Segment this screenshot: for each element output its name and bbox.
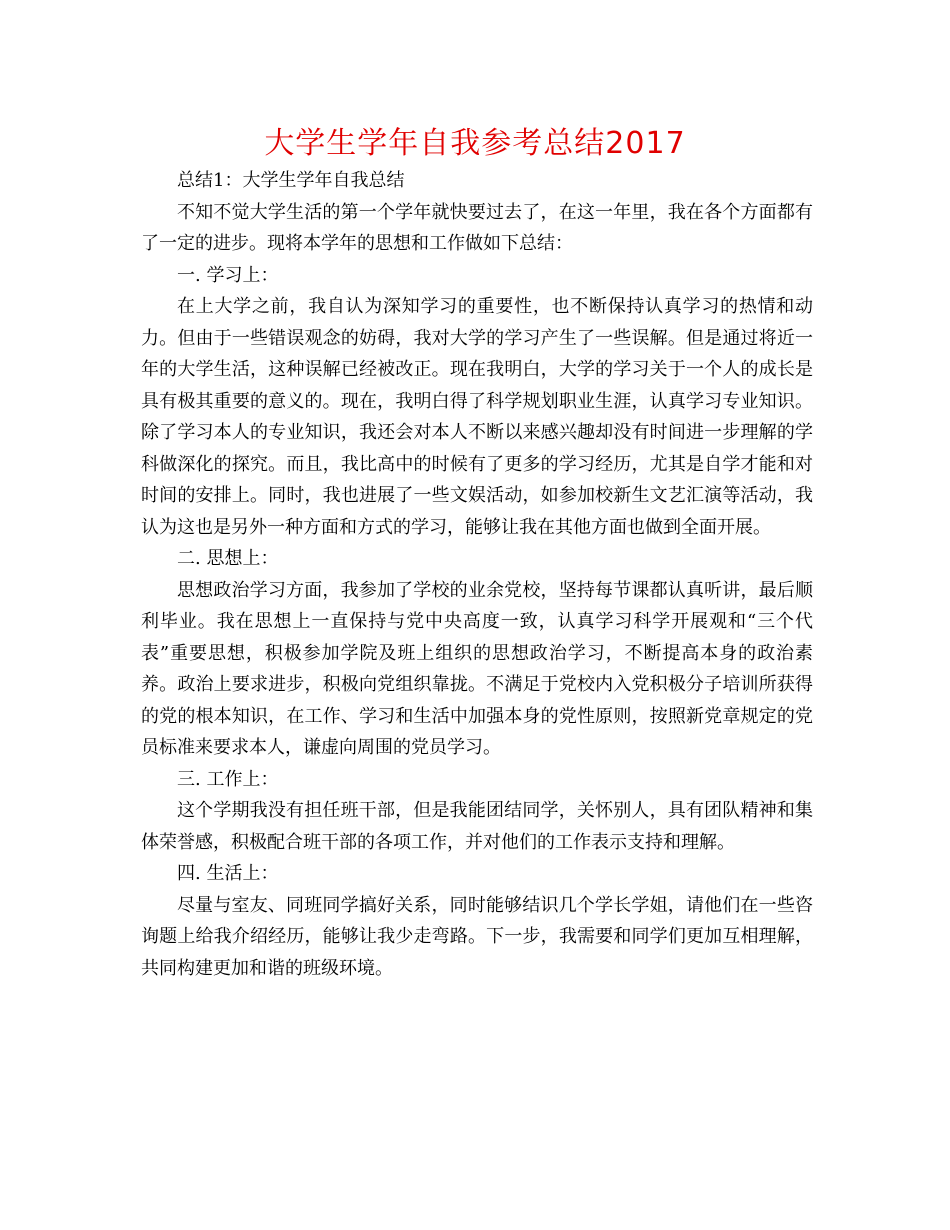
section-heading-study: 一. 学习上： [177,264,279,286]
paragraph-thought: 思想政治学习方面，我参加了学校的业余党校，坚持每节课都认真听讲，最后顺利毕业。我在思想上一直保持与党中央高度一致，认真学习科学开展观和“三个代表”重要思想，积极参加学院及班上组织的思想政治学习，不断提高本身的政治素养。政治上要求进步，积极向党组织靠拢。不满足于党校内入党积极分子培训所获得的党的根本知识，在工作、学习和生活中加强本身的党性原则，按照新党章规定的党员标准来要求本人，谦虚向周围的党员学习。 [141,579,813,758]
paragraph-intro: 不知不觉大学生活的第一个学年就快要过去了，在这一年里，我在各个方面都有了一定的进步。现将本学年的思想和工作做如下总结： [141,201,813,254]
section-heading-work: 三. 工作上： [177,768,279,790]
document-title: 大学生学年自我参考总结2017 [264,126,686,161]
section-heading-life: 四. 生活上： [177,863,279,884]
paragraph-life: 尽量与室友、同班同学搞好关系，同时能够结识几个学长学姐，请他们在一些咨询题上给我介绍经历，能够让我少走弯路。下一步，我需要和同学们更加互相理解，共同构建更加和谐的班级环境。 [141,894,813,979]
section-heading-thought: 二. 思想上： [177,548,279,569]
document-body [141,165,813,984]
paragraph-work: 这个学期我没有担任班干部，但是我能团结同学，关怀别人，具有团队精神和集体荣誉感，积极配合班干部的各项工作，并对他们的工作表示支持和理解。 [141,800,813,853]
paragraph-summary-heading: 总结1：大学生学年自我总结 [177,170,405,191]
paragraph-study: 在上大学之前，我自认为深知学习的重要性，也不断保持认真学习的热情和动力。但由于一些错误观念的妨碍，我对大学的学习产生了一些误解。但是通过将近一年的大学生活，这种误解已经被改正。现在我明白，大学的学习关于一个人的成长是具有极其重要的意义的。现在，我明白得了科学规划职业生涯，认真学习专业知识。除了学习本人的专业知识，我还会对本人不断以来感兴趣却没有时间进一步理解的学科做深化的探究。而且，我比高中的时候有了更多的学习经历，尤其是自学才能和对时间的安排上。同时，我也进展了一些文娱活动，如参加校新生文艺汇演等活动，我认为这也是另外一种方面和方式的学习，能够让我在其他方面也做到全面开展。 [141,296,813,538]
